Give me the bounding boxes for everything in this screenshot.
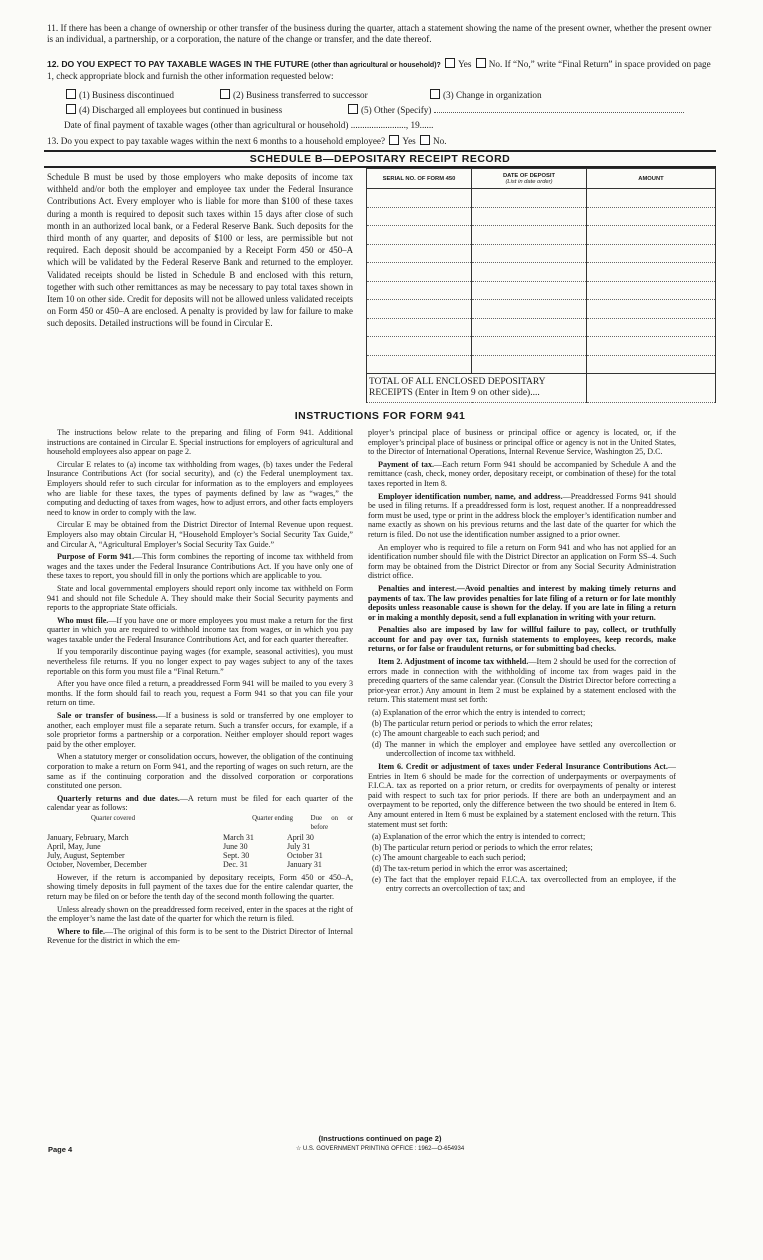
- heading-sale-transfer: Sale or transfer of business.: [57, 711, 158, 721]
- para-purpose: [47, 552, 353, 581]
- heading-payment: Payment of tax.: [378, 459, 435, 469]
- serial-cell[interactable]: [367, 226, 472, 245]
- serial-cell[interactable]: [367, 263, 472, 282]
- table-row: [367, 281, 716, 300]
- q13-no-label: No.: [433, 136, 447, 146]
- instructions-right-column: [368, 428, 676, 897]
- para-item-2: [368, 657, 676, 705]
- list-item: (c) The amount chargeable to each such period;: [372, 853, 526, 863]
- table-row: [367, 207, 716, 226]
- quarter-ending: March 31: [223, 832, 254, 842]
- quarter-covered: April, May, June: [47, 841, 101, 851]
- text-payment: —Each return Form 941 should be accompanied by Schedule A and the remittance (cash, check, money order, depositary receipt, or combination of these) for the total taxes reported in Item 8.: [368, 459, 676, 488]
- amount-cell[interactable]: [587, 263, 716, 282]
- schedule-b-paragraph: Schedule B must be used by those employers who make deposits of income tax withheld and/or both the employer and employee tax under the Federal Insurance Contributions Act. Every employer who is liable for more than $100 of these taxes during a month is required to deposit such taxes within 15 days after close of such month in an authorized local bank, or a Federal Reserve Bank. Such deposits for the third month of any quarter, and deposits of $100 or less, are permissible but not required. Each deposit should be accompanied by a Receipt Form 450 or 450–A which will be validated by the Federal Reserve Bank and returned to the employer. Validated receipts should be listed in Schedule B and enclosed with this return, together with such other remittances as may be necessary to pay total taxes shown in Item 10 on other side. Credit for deposits will not be allowed unless validated receipts on Form 450 or 450–A are enclosed. A penalty is provided by law for failure to make such deposits. Detailed instructions will be found in Circular E.: [47, 172, 353, 329]
- list-item: (d) The manner in which the employer and employee have settled any overcollection or undercollection of income tax withheld.: [372, 739, 676, 759]
- quarter-covered: January, February, March: [47, 832, 129, 842]
- continued-note: (Instructions continued on page 2): [318, 1134, 442, 1143]
- option-3: [428, 89, 542, 101]
- instructions-title: INSTRUCTIONS FOR FORM 941: [294, 410, 466, 422]
- opt4-checkbox[interactable]: [66, 104, 76, 114]
- amount-cell[interactable]: [587, 244, 716, 263]
- para-circular-e-obtain: Circular E may be obtained from the District Director of Internal Revenue upon request. Employers also may obtain Circular H, “Household Employer’s Social Security Tax Guide,” and Circular A, “Agricultural Employer’s Social Security Tax Guide.”: [47, 520, 353, 549]
- table-row: [367, 300, 716, 319]
- q13-yes-label: Yes: [402, 136, 416, 146]
- qt-header-due: Due on or before: [310, 814, 353, 832]
- amount-cell[interactable]: [587, 207, 716, 226]
- serial-cell[interactable]: [367, 244, 472, 263]
- serial-cell[interactable]: [367, 207, 472, 226]
- heading-where-to-file: Where to file.: [57, 926, 105, 936]
- opt5-specify-line[interactable]: [434, 112, 684, 113]
- option-1: [64, 89, 174, 101]
- quarter-row: [47, 833, 353, 842]
- para-sale-transfer: [47, 711, 353, 749]
- text-where-to-file: —The original of this form is to be sent to the District Director of Internal Revenue for the district in which the em-: [47, 926, 353, 946]
- q12-no-label: No.: [488, 59, 503, 69]
- serial-cell[interactable]: [367, 355, 472, 374]
- total-row: [367, 374, 716, 403]
- para-penalties: [368, 584, 676, 622]
- col-date-label: DATE OF DEPOSIT: [502, 172, 556, 179]
- qt-header-ending: Quarter ending: [252, 814, 294, 822]
- date-cell[interactable]: [472, 300, 587, 319]
- gpo-imprint: ☆ U.S. GOVERNMENT PRINTING OFFICE : 1962—O-654934: [295, 1146, 465, 1152]
- serial-cell[interactable]: [367, 337, 472, 356]
- opt1-label: (1) Business discontinued: [79, 90, 174, 100]
- date-cell[interactable]: [472, 207, 587, 226]
- option-5: [346, 104, 684, 116]
- opt2-checkbox[interactable]: [220, 89, 230, 99]
- para-where-to-file: [47, 927, 353, 946]
- para-unless-shown: Unless already shown on the preaddressed form received, enter in the spaces at the right of the employer’s name the last date of the quarter for which the return is filed.: [47, 904, 353, 924]
- para-circular-e: Circular E relates to (a) income tax withholding from wages, (b) taxes under the Federal Insurance Contributions Act (for social security), and (c) the Federal unemployment tax. Employers should refer to such circular for information as to the employers and employees who are liable for these taxes, the types of payments defined by law as “wages,” the computing and deducting of taxes from wages, how to adjust errors, and other facts employers need to know in order to comply with the law.: [47, 459, 353, 517]
- heading-quarterly: Quarterly returns and due dates.: [57, 793, 180, 803]
- quarter-ending: Sept. 30: [223, 851, 250, 861]
- final-payment-date: [64, 120, 433, 131]
- list-item: (b) The particular return period or periods to which the error relates;: [372, 718, 593, 728]
- text-purpose: —This form combines the reporting of income tax withheld from wages and the taxes under the Federal Insurance Contributions Act. If you have only one of these taxes to report, you should fill in only the portions which are applicable to you.: [47, 552, 353, 581]
- date-cell[interactable]: [472, 337, 587, 356]
- schedule-b-text: [47, 171, 353, 333]
- opt4-label: (4) Discharged all employees but continued in business: [79, 105, 283, 115]
- quarter-row: [47, 851, 353, 860]
- serial-cell[interactable]: [367, 318, 472, 337]
- para-who-must-file: [47, 616, 353, 645]
- question-13-text: 13. Do you expect to pay taxable wages within the next 6 months to a household employee?: [47, 136, 386, 146]
- amount-cell[interactable]: [587, 318, 716, 337]
- para-ss4: An employer who is required to file a return on Form 941 and who has not applied for an identification number should file with the District Director an application on Form SS–4. Such form may be obtained from the District Director or from any Social Security Administration district office.: [368, 542, 676, 581]
- schedule-b-title: SCHEDULE B—DEPOSITARY RECEIPT RECORD: [249, 153, 511, 165]
- table-row: [367, 355, 716, 374]
- question-11-text: 11. If there has been a change of ownership or other transfer of the business during the quarter, attach a statement showing the name of the present owner, whether the present owner is an individual, a partnership, or a corporation, the nature of the change or transfer, and the date thereof.: [47, 23, 712, 44]
- text-item-6: —Entries in Item 6 should be made for the correction of underpayments or overpayments of F.I.C.A. tax as reported on a prior return, or credits for overpayments of penalty or interest paid with respect to such tax for prior periods. If there are both an underpayment and an overpayment to be reported, only the difference between the two should be entered in Item 6. Any amount entered in Item 6 must be explained by a statement enclosed with the return. This statement must set forth:: [368, 762, 676, 829]
- serial-cell[interactable]: [367, 189, 472, 208]
- opt2-label: (2) Business transferred to successor: [233, 90, 368, 100]
- total-label-line2: RECEIPTS (Enter in Item 9 on other side)....: [369, 388, 540, 398]
- schedule-b-rule-top: [44, 150, 716, 152]
- para-principal-place: ployer’s principal place of business or principal office or agency is located, or, if the employer’s principal place of business or principal office or agency is not in the United States, to the Director of International Operations, Internal Revenue Service, Washington 25, D.C.: [368, 428, 676, 457]
- question-12: [47, 58, 715, 82]
- table-row: [367, 318, 716, 337]
- question-12-paren: (other than agricultural or household)?: [311, 62, 441, 69]
- heading-employer-id: Employer identification number, name, and address.: [378, 491, 563, 501]
- q12-yes-checkbox[interactable]: [445, 58, 455, 68]
- amount-cell[interactable]: [587, 300, 716, 319]
- table-row: [367, 244, 716, 263]
- text-item-2: —Item 2 should be used for the correction of errors made in connection with the withholding of income tax from wages paid in the preceding quarters of the same calendar year. (Consult the District Director before correcting a prior-year error.) Any amount in Item 2 must be explained by a statement enclosed with the return. This statement must set forth:: [368, 657, 676, 705]
- serial-cell[interactable]: [367, 281, 472, 300]
- quarter-due: April 30: [287, 832, 314, 842]
- para-intro: The instructions below relate to the preparing and filing of Form 941. Additional instructions are contained in Circular E. Special instructions for employers of agricultural and household employees also appear on page 2.: [47, 428, 353, 457]
- date-cell[interactable]: [472, 318, 587, 337]
- quarter-covered: October, November, December: [47, 860, 147, 870]
- amount-cell[interactable]: [587, 337, 716, 356]
- date-cell[interactable]: [472, 263, 587, 282]
- col-amount-header: AMOUNT: [587, 169, 716, 189]
- heading-penalties: Penalties and interest.: [378, 583, 457, 593]
- list-item: (a) Explanation of the error which the entry is intended to correct;: [372, 832, 586, 842]
- question-13: [47, 135, 447, 147]
- para-depositary-receipts: However, if the return is accompanied by depositary receipts, Form 450 or 450–A, showing timely deposits in full payment of the taxes due for the entire calendar quarter, the return may be filed on or before the tenth day of the second month following the quarter.: [47, 872, 353, 901]
- amount-cell[interactable]: [587, 355, 716, 374]
- date-cell[interactable]: [472, 244, 587, 263]
- para-penalties-willful: Penalties also are imposed by law for willful failure to pay, collect, or truthfully account for and pay over tax, furnish statements to employees, keep records, make returns, or for false or fraudulent returns, or for submitting bad checks.: [368, 625, 676, 654]
- total-amount-cell[interactable]: [587, 374, 716, 403]
- question-11: [47, 23, 715, 45]
- col-serial-header: SERIAL NO. OF FORM 450: [367, 169, 472, 189]
- page-number: Page 4: [48, 1145, 73, 1154]
- opt1-checkbox[interactable]: [66, 89, 76, 99]
- serial-cell[interactable]: [367, 300, 472, 319]
- opt3-checkbox[interactable]: [430, 89, 440, 99]
- text-sale-transfer: —If a business is sold or transferred by one employer to another, each employer must file a separate return. Such a transfer occurs, for example, if a sole proprietor forms a partnership or a corporation. Neither employer should report wages paid by the other employer.: [47, 711, 353, 749]
- quarter-table: [47, 814, 353, 870]
- quarter-table-body: [47, 833, 353, 870]
- heading-purpose: Purpose of Form 941.: [57, 552, 135, 562]
- list-item: (b) The particular return period or periods to which the error relates;: [372, 842, 593, 852]
- col-date-sublabel: (List in date order): [505, 178, 553, 185]
- para-quarterly: [47, 794, 353, 813]
- quarter-due: October 31: [287, 851, 323, 861]
- opt3-label: (3) Change in organization: [443, 90, 542, 100]
- quarter-ending: June 30: [223, 841, 248, 851]
- option-4: [64, 104, 282, 116]
- question-12-rest: If “No,” write “Final Return” in space provided on page 1, check appropriate block and furnish the other information requested below:: [47, 59, 711, 81]
- para-state-local: State and local governmental employers should report only income tax withheld on Form 941 and should not file Schedule A. They should make their Social Security payments and reports to the appropriate State officials.: [47, 583, 353, 613]
- text-quarterly: —A return must be filed for each quarter of the calendar year as follows:: [47, 793, 353, 813]
- list-item: (d) The tax-return period in which the error was ascertained;: [372, 863, 568, 873]
- question-12-lead: 12. DO YOU EXPECT TO PAY TAXABLE WAGES IN THE FUTURE: [47, 59, 309, 69]
- item-2-list: [368, 708, 676, 759]
- heading-who-must-file: Who must file.: [57, 615, 109, 625]
- date-cell[interactable]: [472, 281, 587, 300]
- list-item: (e) The fact that the employer repaid F.I.C.A. tax overcollected from an employee, if the entry corrects an overcollection of tax; and: [372, 874, 676, 894]
- heading-item-6: Item 6. Credit or adjustment of taxes under Federal Insurance Contributions Act.: [378, 762, 668, 771]
- q12-no-checkbox[interactable]: [476, 58, 486, 68]
- opt5-checkbox[interactable]: [348, 104, 358, 114]
- amount-cell[interactable]: [587, 226, 716, 245]
- quarter-due: January 31: [287, 860, 322, 870]
- table-row: [367, 226, 716, 245]
- text-penalties: —Avoid penalties and interest by making timely returns and payments of tax. The law provides penalties for late filing of a return or for late monthly deposits unless reasonable cause is shown for the delay. If you are late in filing a return or in making a monthly deposit, send a full explanation in writing with your return.: [368, 583, 676, 622]
- table-row: [367, 263, 716, 282]
- list-item: (a) Explanation of the error which the entry is intended to correct;: [372, 708, 586, 718]
- text-employer-id: —Preaddressed Forms 941 should be used in filing returns. If a preaddressed form is lost, request another. If a nonpreaddressed form must be used, type or print in the address block the employer’s identification number and name exactly as shown on his previous returns and the last date of the quarter for which the return is filed. Do not use the identification number assigned to a prior owner.: [368, 491, 676, 539]
- quarter-row: [47, 860, 353, 869]
- instructions-left-column: [47, 428, 353, 949]
- option-2: [218, 89, 368, 101]
- quarter-due: July 31: [287, 841, 311, 851]
- date-cell[interactable]: [472, 189, 587, 208]
- text-who-must-file: —If you have one or more employees you must make a return for the first quarter in which you are required to withhold income tax from wages, or in which you pay wages taxable under the Federal Insurance Contributions Act, and for each quarter thereafter.: [47, 615, 353, 644]
- table-row: [367, 189, 716, 208]
- amount-cell[interactable]: [587, 281, 716, 300]
- para-item-6: [368, 762, 676, 829]
- table-row: [367, 337, 716, 356]
- qt-header-covered: Quarter covered: [91, 814, 135, 822]
- para-merger: When a statutory merger or consolidation occurs, however, the obligation of the continuing corporation to make a return on Form 941, and the reporting of wages on such return, are the same as if the continuing corporation and the dissolved corporation or corporations constituted one person.: [47, 752, 353, 791]
- depositary-table: [366, 168, 716, 403]
- col-date-header: [472, 169, 587, 189]
- amount-cell[interactable]: [587, 189, 716, 208]
- quarter-table-header: [47, 814, 353, 833]
- opt5-label: (5) Other (Specify): [361, 105, 432, 115]
- para-payment: [368, 460, 676, 489]
- total-label: [367, 374, 587, 403]
- item-6-list: [368, 832, 676, 894]
- final-payment-date-text: Date of final payment of taxable wages (other than agricultural or household) ........................, 19......: [64, 120, 434, 130]
- heading-item-2: Item 2. Adjustment of income tax withheld.: [378, 657, 529, 667]
- para-temporarily: If you temporarily discontinue paying wages (for example, seasonal activities), you must nevertheless file returns. If you no longer expect to pay wages subject to any of the taxes reportable on this form you must file a “Final Return.”: [47, 647, 353, 676]
- para-employer-id: [368, 492, 676, 540]
- date-cell[interactable]: [472, 226, 587, 245]
- para-preaddressed: After you have once filed a return, a preaddressed Form 941 will be mailed to you every 3 months. If the form should fail to reach you, request a Form 941 so that you can file your return on time.: [47, 679, 353, 708]
- q13-no-checkbox[interactable]: [420, 135, 430, 145]
- list-item: (c) The amount chargeable to each such period; and: [372, 729, 540, 739]
- q13-yes-checkbox[interactable]: [389, 135, 399, 145]
- total-label-line1: TOTAL OF ALL ENCLOSED DEPOSITARY: [369, 377, 546, 387]
- quarter-covered: July, August, September: [47, 851, 125, 861]
- q12-yes-label: Yes: [458, 59, 472, 69]
- quarter-row: [47, 842, 353, 851]
- date-cell[interactable]: [472, 355, 587, 374]
- quarter-ending: Dec. 31: [223, 860, 248, 870]
